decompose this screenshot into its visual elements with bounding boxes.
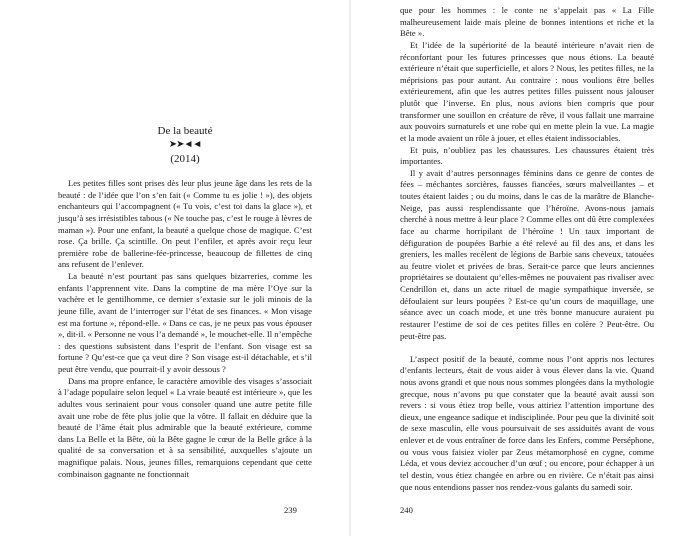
right-paragraph-2: Et l’idée de la supériorité de la beauté intérieure n’avait rien de réconfortant pour les futures princesses que nous étions. La beauté extérieure n’était que superficielle, et alors ? Nous, les petites filles, ne la méprisions pas pour autant. Au contraire : nous voulions être belles extérieurement, afin que les autres petites filles puissent nous jalouser plutôt que l’inverse. En plus, nous avions bien compris que pour transformer une souillon en créature de rêve, il vous fallait une marraine aux pouvoirs surnaturels et une robe qui en mette plein la vue. La magie et la mode avaient un rôle à jouer, et elles étaient indissociables.	[400, 39, 654, 143]
left-page-number: 239	[284, 505, 297, 515]
right-page-number: 240	[400, 505, 413, 515]
left-paragraph-2: La beauté n’est pourtant pas sans quelques bizarreries, comme les enfants l’apprennent vite. Dans la comptine de ma mère l’Oye sur la vachère et le gentilhomme, ce dernier s’extasie sur le joli minois de la jeune fille, avant de l’interroger sur l’état de ses finances. « Mon visage est ma fortune », répond-elle. « Dans ce cas, je ne peux pas vous épouser », dit-il. « Personne ne vous l’a demandé », le mouchet-elle. Il n’empêche : des questions subsistent dans l’esprit de l’enfant. Son visage est sa fortune ? Qu’est-ce que ça veut dire ? Son visage est-il détachable, et s’il peut être vendu, que pourrait-il y avoir dessous ?	[58, 271, 312, 374]
left-paragraph-1: Les petites filles sont prises dès leur plus jeune âge dans les rets de la beauté : de l’idée que l’on s’en fait (« Comme tu es jolie ! »), des objets enchanteurs qui l’accompagnent (« Tu vois, c’est toi dans la glace »), et jusqu’à ses irrésistibles tabous (« Ne touche pas, c’est le rouge à lèvres de maman »). Pour une enfant, la beauté a quelque chose de magique. C’est rose. Ça brille. Ça scintille. On peut l’enfiler, et après avoir reçu leur première robe de ballerine-fée-princesse, beaucoup de fillettes de cinq ans refusent de l’enlever.	[58, 178, 312, 270]
left-paragraph-3: Dans ma propre enfance, le caractère amovible des visages s’associait à l’adage populaire selon lequel « La vraie beauté est intérieure », que les adultes vous serinaient pour vous consoler quand une autre petite fille avait une robe de fête plus jolie que la vôtre. Il fallait en déduire que la beauté de l’âme était plus admirable que la beauté extérieure, comme dans La Belle et la Bête, où la Bête gagne le cœur de la Belle grâce à la qualité de sa conversation et à sa sensibilité, auxquelles s’ajoute un magnifique palais. Nous, jeunes filles, remarquions cependant que cette combinaison gagnante ne fonctionnait	[58, 375, 312, 479]
right-page	[350, 0, 700, 536]
right-paragraph-4: Il y avait d’autres personnages féminins dans ce genre de contes de fées – méchantes sorcières, fausses fiancées, sœurs malveillantes – et toutes étaient laides ; ou du moins, dans le cas de la marâtre de Blanche-Neige, pas aussi resplendissante que l’héroïne. Avons-nous jamais cherché à nous mettre à leur place ? Comme elles ont dû être complexées face au charme horripilant de l’héroïne ! Un taux important de défiguration de poupées Barbie a été relevé au fil des ans, et dans les greniers, les malles recèlent de légions de Barbie sans cheveux, tatouées au feutre violet et privées de bras. Serait-ce parce que leurs anciennes propriétaires se doutaient qu’elles-mêmes ne pouvaient pas rivaliser avec Cendrillon et, dans un acte rituel de magie sympathique inversée, se défoulaient sur leurs poupées ? Est-ce qu’un cours de maquillage, une séance avec un coach mode, et une très bonne manucure auraient pu restaurer l’estime de soi de ces petites filles en colère ? Peut-être. Ou peut-être pas.	[400, 167, 654, 341]
chapter-title: De la beauté	[157, 125, 213, 137]
ornament-arrows-icon: ➤➤◄◄	[168, 139, 202, 150]
chapter-year: (2014)	[170, 153, 200, 165]
right-paragraph-1: que pour les hommes : le conte ne s’appelait pas « La Fille malheureusement laide mais pleine de bonnes intentions et riche et la Bête ».	[400, 5, 654, 39]
chapter-heading	[58, 124, 312, 166]
left-body-text	[58, 178, 312, 480]
right-paragraph-3: Et puis, n’oubliez pas les chaussures. Les chaussures étaient très importantes.	[400, 144, 654, 167]
right-paragraph-5: L’aspect positif de la beauté, comme nous l’ont appris nos lectures d’enfants lecteurs, était de vous aider à vous élever dans la vie. Quand nous avons grandi et que nous nous sommes plongées dans la mythologie grecque, nous n’avons pu que constater que la beauté avait aussi son revers : si vous étiez trop belle, vous attiriez l’attention importune des dieux, une engeance sadique et indisciplinée. Pour peu que la divinité soit de sexe masculin, elle vous poursuivait de ses assiduités avant de vous enlever et de vous entraîner de force dans les Enfers, comme Perséphone, ou vous vous faisiez violer par Zeus métamorphosé en cygne, comme Léda, et vous deviez accoucher d’un œuf ; ou encore, pour échapper à un tel destin, vous étiez changée en arbre ou en rivière. Ce n’était pas ainsi que nous entendions passer nos rendez-vous galants du samedi soir.	[400, 353, 654, 492]
right-body-text	[400, 5, 654, 493]
